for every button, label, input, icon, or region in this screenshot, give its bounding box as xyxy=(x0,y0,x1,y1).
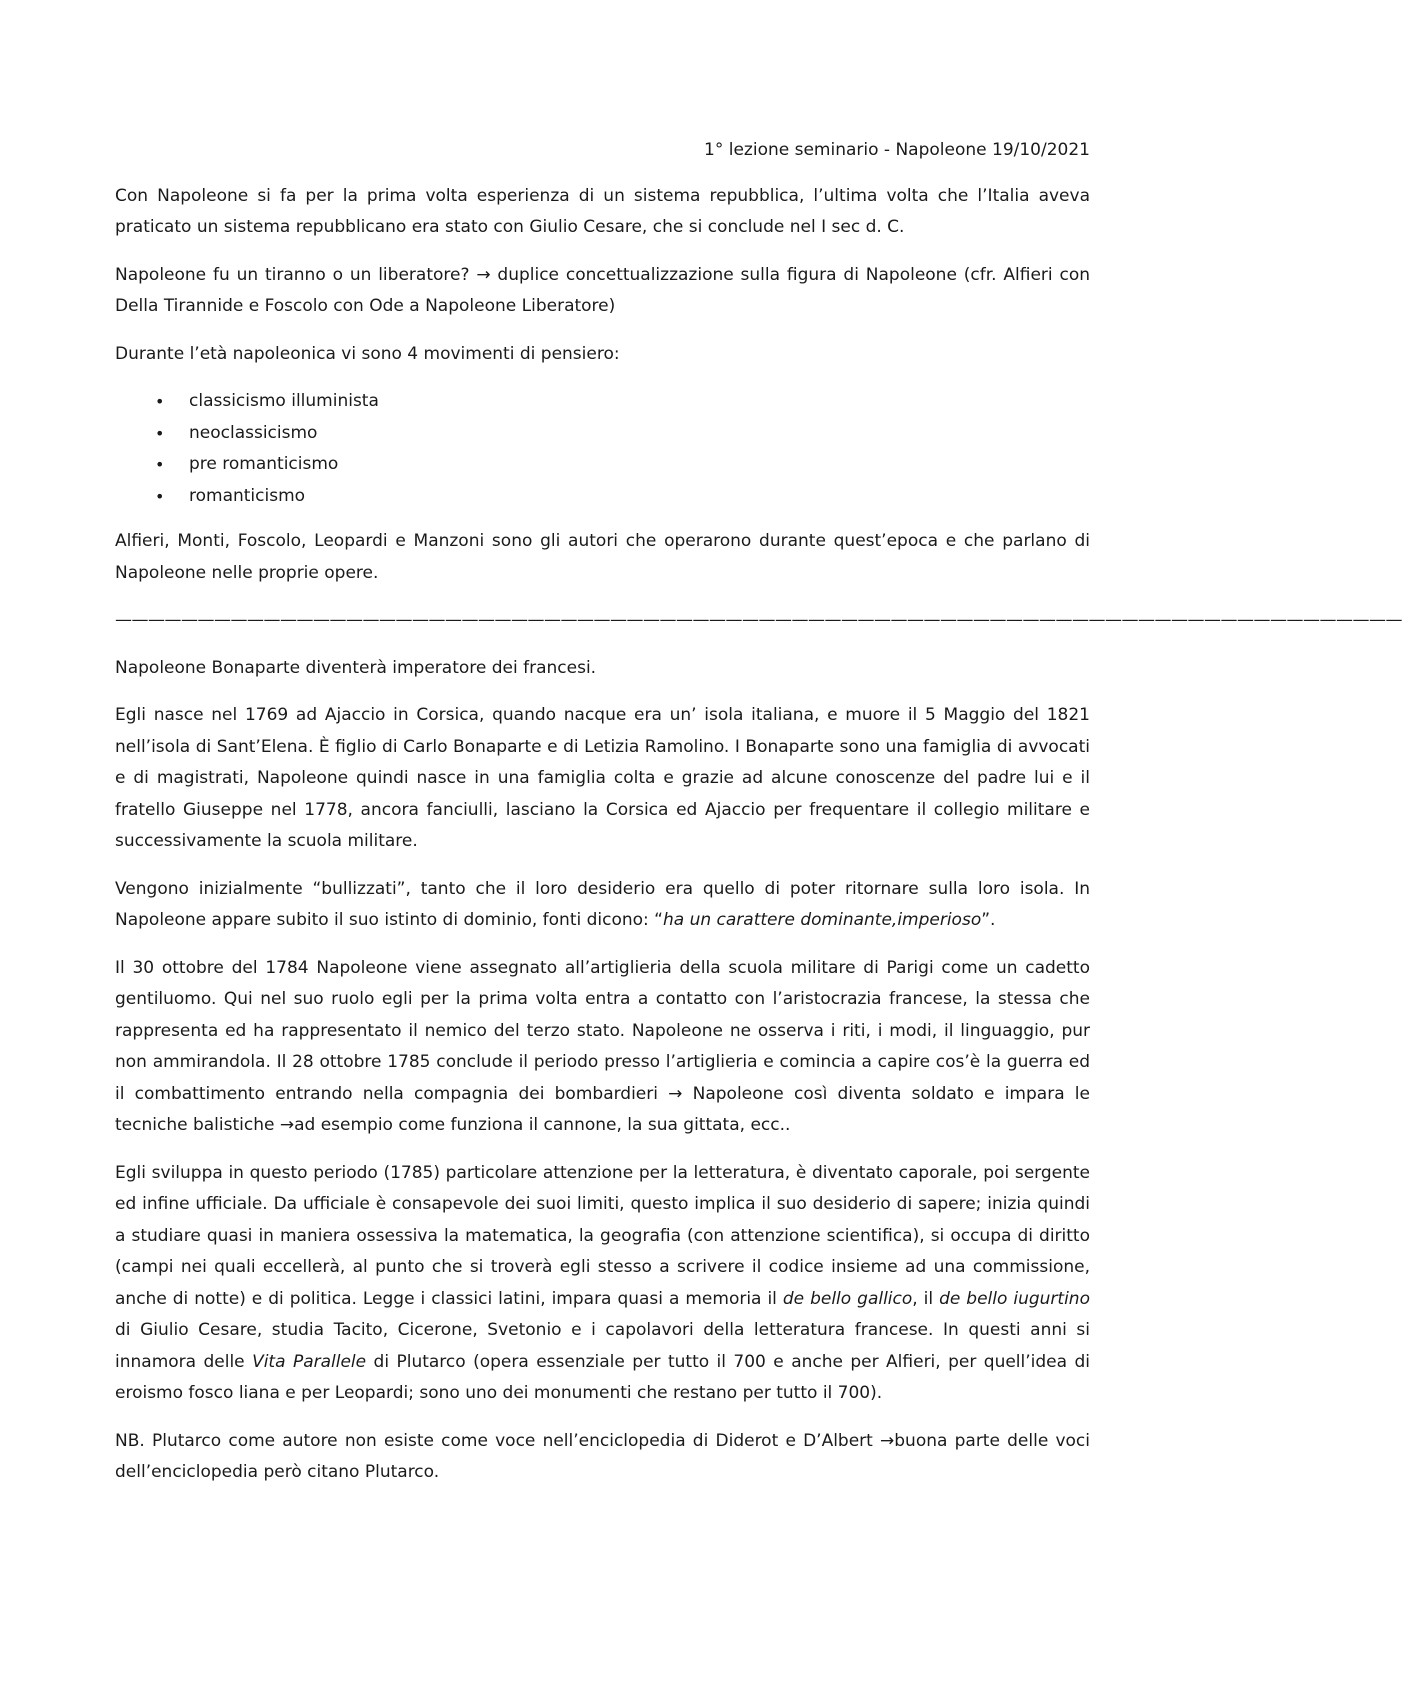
paragraph-studies xyxy=(115,1158,1090,1410)
movements-list xyxy=(115,386,1090,512)
list-item: • romanticismo xyxy=(115,481,1090,513)
list-item: • classicismo illuminista xyxy=(115,386,1090,418)
italic-title: Vita Parallele xyxy=(252,1351,367,1372)
italic-title: de bello gallico xyxy=(782,1288,913,1309)
dash-divider: —————————————————————————————————————————————————————————————————————————————— xyxy=(115,610,1402,630)
italic-quote: ha un carattere dominante,imperioso xyxy=(662,910,982,930)
paragraph-authors: Alfieri, Monti, Foscolo, Leopardi e Manzoni sono gli autori che operarono durante quest’epoca e che parlano di Napoleone nelle proprie opere. xyxy=(115,531,1090,583)
text-run: di Plutarco (opera essenziale per tutto il 700 e anche per Alfieri, per quell’idea di eroismo fosco liana e per Leopardi; sono uno dei monumenti che restano per tutto il 700). xyxy=(115,1351,1090,1403)
text-run: ”. xyxy=(981,910,996,930)
paragraph-emperor: Napoleone Bonaparte diventerà imperatore dei francesi. xyxy=(115,657,597,678)
paragraph-nb-plutarch: NB. Plutarco come autore non esiste come voce nell’enciclopedia di Diderot e D’Albert →buona parte delle voci dell’enciclopedia però citano Plutarco. xyxy=(115,1430,1090,1482)
text-run: , il xyxy=(912,1288,940,1309)
list-item: • neoclassicismo xyxy=(115,418,1090,450)
paragraph-artillery: Il 30 ottobre del 1784 Napoleone viene assegnato all’artiglieria della scuola militare di Parigi come un cadetto gentiluomo. Qui nel suo ruolo egli per la prima volta entra a contatto con l’aristocrazia francese, la stessa che rappresenta ed ha rappresentato il nemico del terzo stato. Napoleone ne osserva i riti, i modi, il linguaggio, pur non ammirandola. Il 28 ottobre 1785 conclude il periodo presso l’artiglieria e comincia a capire cos’è la guerra ed il combattimento entrando nella compagnia dei bombardieri → Napoleone così diventa soldato e impara le tecniche balistiche →ad esempio come funziona il cannone, la sua gittata, ecc.. xyxy=(115,957,1090,1135)
paragraph-tyrant-question: Napoleone fu un tiranno o un liberatore? → duplice concettualizzazione sulla figura di Napoleone (cfr. Alfieri con Della Tirannide e Foscolo con Ode a Napoleone Liberatore) xyxy=(115,264,1090,316)
italic-title: de bello iugurtino xyxy=(939,1288,1090,1309)
paragraph-intro: Con Napoleone si fa per la prima volta esperienza di un sistema repubblica, l’ultima volta che l’Italia aveva praticato un sistema repubblicano era stato con Giulio Cesare, che si conclude nel I sec d. C. xyxy=(115,185,1090,237)
text-run: Vengono inizialmente “bullizzati”, tanto che il loro desiderio era quello di poter ritornare sulla loro isola. In Napoleone appare subito il suo istinto di dominio, fonti dicono: “ xyxy=(115,878,1090,930)
text-run: Egli sviluppa in questo periodo (1785) particolare attenzione per la letteratura, è diventato caporale, poi sergente ed infine ufficiale. Da ufficiale è consapevole dei suoi limiti, questo implica il suo desiderio di sapere; inizia quindi a studiare quasi in maniera ossessiva la matematica, la geografia (con attenzione scientifica), si occupa di diritto (campi nei quali eccellerà, al punto che si troverà egli stesso a scrivere il codice insieme ad una commissione, anche di notte) e di politica. Legge i classici latini, impara quasi a memoria il xyxy=(115,1162,1090,1309)
lesson-title: 1° lezione seminario - Napoleone 19/10/2021 xyxy=(704,140,1090,160)
list-item: • pre romanticismo xyxy=(115,449,1090,481)
paragraph-bullied xyxy=(115,874,1090,937)
text-run: di Giulio Cesare, studia Tacito, Cicerone, Svetonio e i capolavori della letteratura francese. In questi anni si innamora delle xyxy=(115,1320,1090,1372)
paragraph-birth: Egli nasce nel 1769 ad Ajaccio in Corsica, quando nacque era un’ isola italiana, e muore il 5 Maggio del 1821 nell’isola di Sant’Elena. È figlio di Carlo Bonaparte e di Letizia Ramolino. I Bonaparte sono una famiglia di avvocati e di magistrati, Napoleone quindi nasce in una famiglia colta e grazie ad alcune conoscenze del padre lui e il fratello Giuseppe nel 1778, ancora fanciulli, lasciano la Corsica ed Ajaccio per frequentare il collegio militare e successivamente la scuola militare. xyxy=(115,705,1090,851)
paragraph-movements-intro: Durante l’età napoleonica vi sono 4 movimenti di pensiero: xyxy=(115,343,620,364)
